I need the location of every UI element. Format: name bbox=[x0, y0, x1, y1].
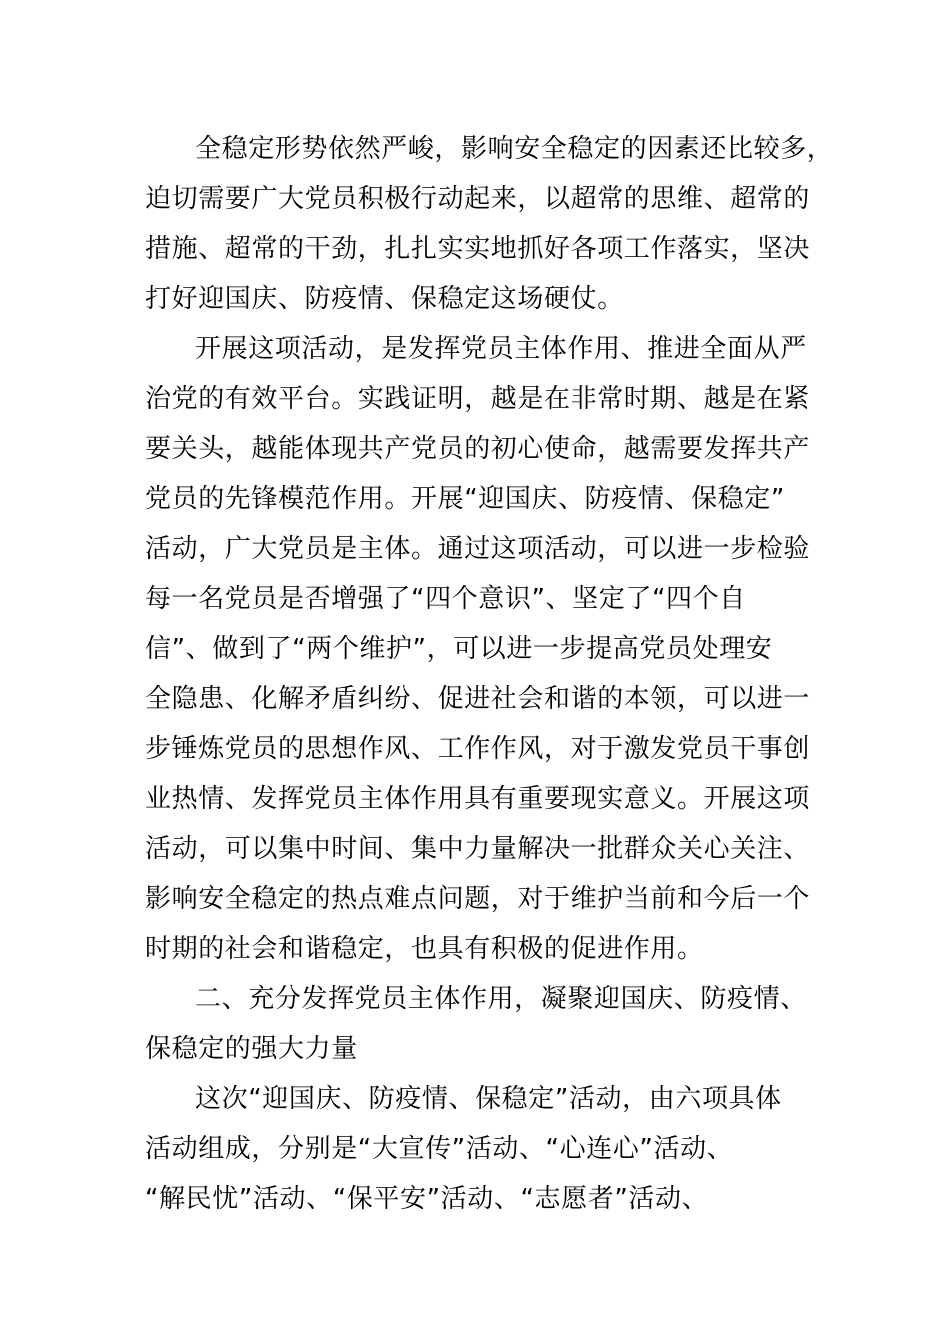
text-line: 开展这项活动，是发挥党员主体作用、推进全面从严 bbox=[195, 334, 807, 364]
section-heading: 保稳定的强大力量 bbox=[145, 1034, 358, 1064]
text-line: 这次“迎国庆、防疫情、保稳定”活动，由六项具体 bbox=[195, 1084, 782, 1114]
text-line: “解民忧”活动、“保平安”活动、“志愿者”活动、 bbox=[145, 1184, 709, 1214]
text-line: 时期的社会和谐稳定，也具有积极的促进作用。 bbox=[145, 934, 704, 964]
text-line: 影响安全稳定的热点难点问题，对于维护当前和今后一个 bbox=[145, 884, 811, 914]
text-line: 活动组成，分别是“大宣传”活动、“心连心”活动、 bbox=[145, 1134, 734, 1164]
text-line: 全隐患、化解矛盾纠纷、促进社会和谐的本领，可以进一 bbox=[145, 684, 811, 714]
text-line: 党员的先锋模范作用。开展“迎国庆、防疫情、保稳定” bbox=[145, 484, 785, 514]
text-line: 信”、做到了“两个维护”，可以进一步提高党员处理安 bbox=[145, 634, 773, 664]
text-line: 全稳定形势依然严峻，影响安全稳定的因素还比较多， bbox=[195, 134, 834, 164]
text-line: 迫切需要广大党员积极行动起来，以超常的思维、超常的 bbox=[145, 184, 811, 214]
text-line: 活动，广大党员是主体。通过这项活动，可以进一步检验 bbox=[145, 534, 811, 564]
text-line: 每一名党员是否增强了“四个意识”、坚定了“四个自 bbox=[145, 584, 746, 614]
text-line: 治党的有效平台。实践证明，越是在非常时期、越是在紧 bbox=[145, 384, 811, 414]
text-line: 措施、超常的干劲，扎扎实实地抓好各项工作落实，坚决 bbox=[145, 234, 811, 264]
section-heading: 二、充分发挥党员主体作用，凝聚迎国庆、防疫情、 bbox=[195, 984, 807, 1014]
text-line: 业热情、发挥党员主体作用具有重要现实意义。开展这项 bbox=[145, 784, 811, 814]
text-line: 步锤炼党员的思想作风、工作作风，对于激发党员干事创 bbox=[145, 734, 811, 764]
text-line: 活动，可以集中时间、集中力量解决一批群众关心关注、 bbox=[145, 834, 811, 864]
text-line: 要关头，越能体现共产党员的初心使命，越需要发挥共产 bbox=[145, 434, 811, 464]
text-line: 打好迎国庆、防疫情、保稳定这场硬仗。 bbox=[145, 284, 624, 314]
